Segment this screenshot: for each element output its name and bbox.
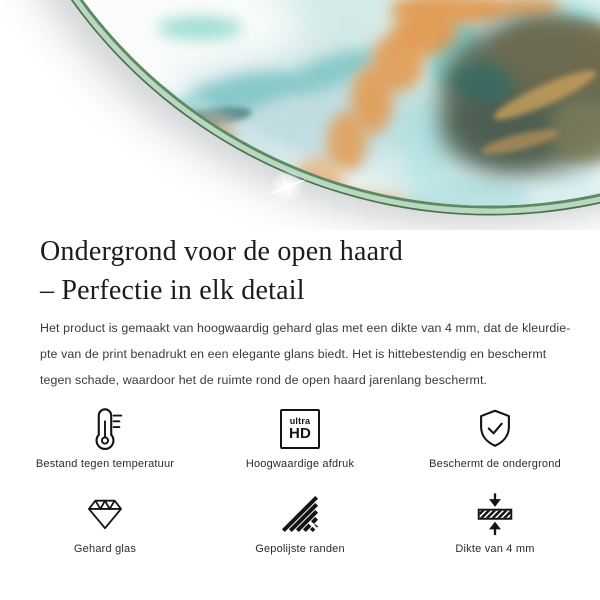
description-line: pte van de print benadrukt en een elegante glans biedt. Het is hittebestendig en beschermt (40, 347, 547, 361)
page-title (40, 232, 560, 310)
polished-edges-icon (279, 493, 321, 535)
hero-image (0, 0, 600, 230)
feature-item-tempered-glass (8, 491, 203, 555)
shield-check-icon (472, 406, 518, 452)
diamond-icon (83, 492, 127, 536)
feature-label: Gepolijste randen (255, 543, 345, 555)
feature-item-temperature (8, 406, 203, 470)
description-line: Het product is gemaakt van hoogwaardig gehard glas met een dikte van 4 mm, dat de kleurdie- (40, 321, 571, 335)
feature-item-polished-edges (203, 491, 398, 555)
feature-grid (0, 406, 600, 555)
feature-label: Gehard glas (73, 543, 137, 555)
feature-label: Dikte van 4 mm (455, 543, 535, 555)
ultra-hd-icon-text-bottom: HD (288, 425, 312, 442)
page-title-line1: Ondergrond voor de open haard (40, 236, 403, 267)
feature-item-protection (398, 406, 593, 470)
description-line: tegen schade, waardoor het de ruimte rond de open haard jarenlang beschermt. (40, 373, 488, 387)
ultra-hd-icon (280, 409, 320, 449)
feature-item-print-quality (203, 406, 398, 470)
product-description (40, 315, 571, 393)
thickness-icon (472, 491, 518, 537)
thermometer-icon (82, 406, 128, 452)
page-title-line2: – Perfectie in elk detail (40, 275, 305, 306)
feature-label: Bestand tegen temperatuur (35, 458, 175, 470)
feature-label: Hoogwaardige afdruk (245, 458, 355, 470)
feature-label: Beschermt de ondergrond (429, 458, 561, 470)
feature-item-thickness (398, 491, 593, 555)
ultra-hd-icon-text-top: ultra (289, 416, 311, 426)
